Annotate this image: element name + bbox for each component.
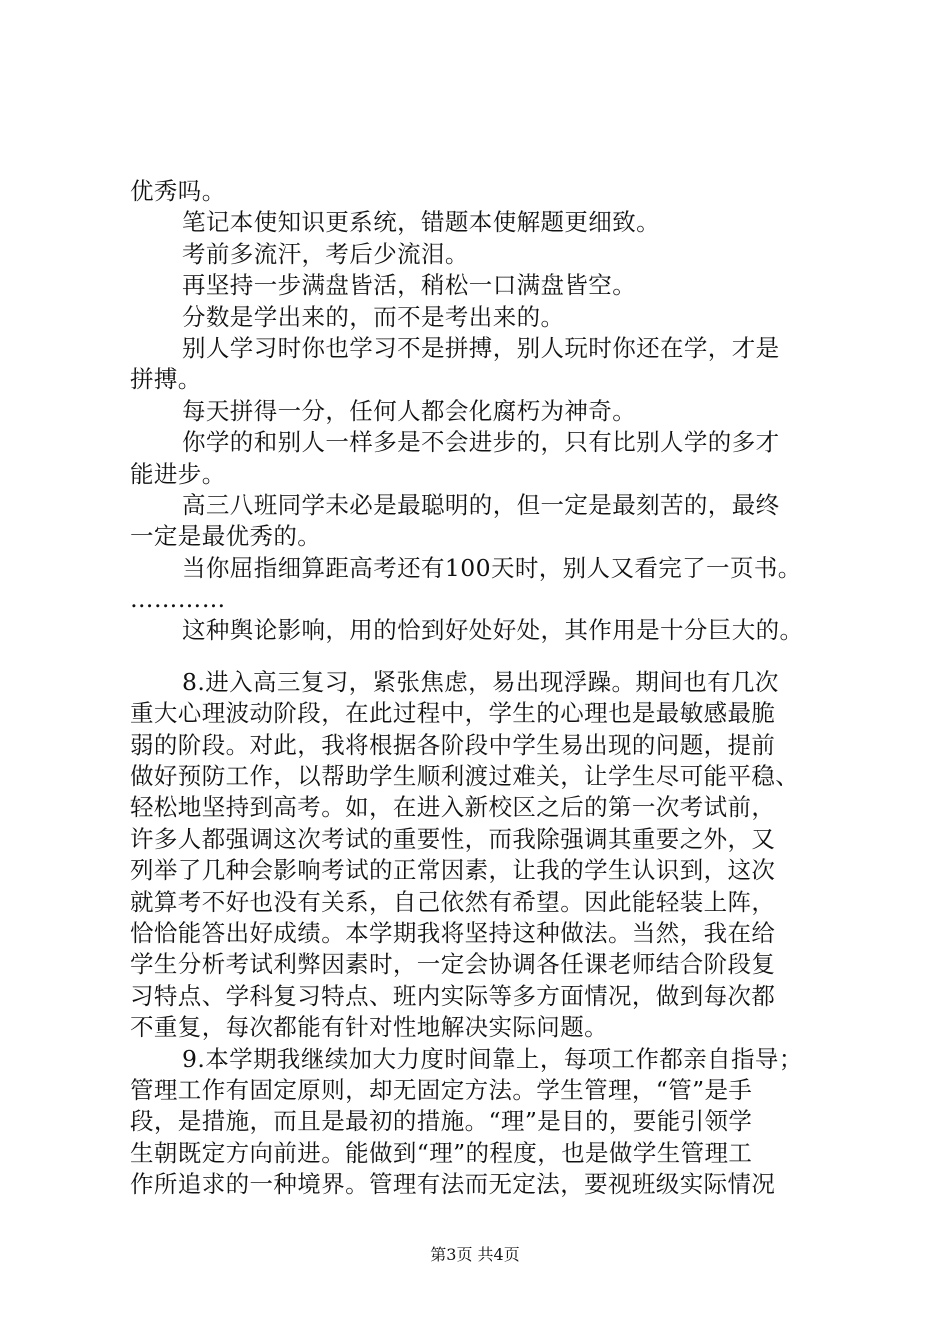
text-line: 8.进入高三复习，紧张焦虑，易出现浮躁。期间也有几次 [182,667,779,696]
text-line: 重大心理波动阶段，在此过程中，学生的心理也是最敏感最脆 [130,699,776,728]
text-line: 列举了几种会影响考试的正常因素，让我的学生认识到，这次 [130,856,776,885]
motto-list [130,176,842,647]
text-line: 拼搏。 [130,365,202,394]
text-line: 别人学习时你也学习不是拼搏，别人玩时你还在学，才是 [182,333,780,362]
text-line: 生朝既定方向前进。能做到“理”的程度，也是做学生管理工 [130,1138,753,1167]
text-line: 再坚持一步满盘皆活，稍松一口满盘皆空。 [182,271,637,300]
document-body [130,176,842,1201]
text-line: 作所追求的一种境界。管理有法而无定法，要视班级实际情况 [130,1170,776,1199]
text-line: 每天拼得一分，任何人都会化腐朽为神奇。 [182,396,637,425]
text-line: 优秀吗。 [130,177,226,205]
text-line: 弱的阶段。对此，我将根据各阶段中学生易出现的问题，提前 [130,730,776,759]
text-line: 管理工作有固定原则，却无固定方法。学生管理，“管”是手 [130,1075,753,1104]
page-footer: 第3页 共4页 [430,1245,520,1264]
text-line: 分数是学出来的，而不是考出来的。 [182,302,565,331]
text-line: 这种舆论影响，用的恰到好处好处，其作用是十分巨大的。 [182,616,804,645]
text-line: 高三八班同学未必是最聪明的，但一定是最刻苦的，最终 [182,490,780,519]
text-line: 习特点、学科复习特点、班内实际等多方面情况，做到每次都 [130,981,776,1010]
text-line: 恰恰能答出好成绩。本学期我将坚持这种做法。当然，我在给 [130,918,776,947]
text-line: 不重复，每次都能有针对性地解决实际问题。 [130,1013,608,1042]
text-line: 9.本学期我继续加大力度时间靠上，每项工作都亲自指导； [182,1044,803,1073]
text-line: 就算考不好也没有关系，自己依然有希望。因此能轻装上阵， [130,887,776,916]
text-line: 当你屈指细算距高考还有100天时，别人又看完了一页书。 [182,553,802,582]
text-line: 许多人都强调这次考试的重要性，而我除强调其重要之外，又 [130,824,776,853]
text-line: 段，是措施，而且是最初的措施。“理”是目的，要能引领学 [130,1107,753,1136]
text-line: 做好预防工作，以帮助学生顺利渡过难关，让学生尽可能平稳、 [130,762,800,791]
text-line: 考前多流汗，考后少流泪。 [182,239,469,268]
text-line: ………… [130,585,226,614]
body-paragraphs [130,667,842,1201]
text-line: 能进步。 [130,459,226,488]
text-line: 学生分析考试利弊因素时，一定会协调各任课老师结合阶段复 [130,950,776,979]
text-line: 轻松地坚持到高考。如，在进入新校区之后的第一次考试前， [130,793,776,822]
text-line: 你学的和别人一样多是不会进步的，只有比别人学的多才 [182,428,780,457]
paragraph-gap [130,647,842,667]
text-line: 一定是最优秀的。 [130,522,322,551]
text-line: 笔记本使知识更系统，错题本使解题更细致。 [182,208,660,237]
